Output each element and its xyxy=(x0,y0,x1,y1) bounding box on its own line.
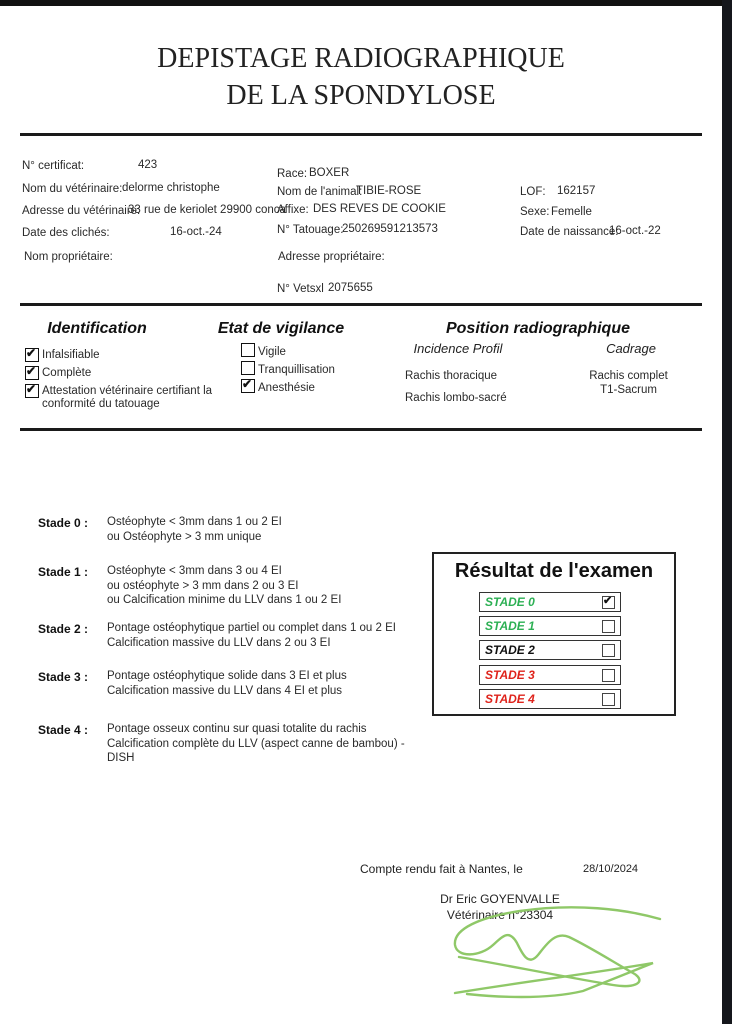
checkbox-tranquillisation[interactable] xyxy=(241,361,255,375)
position-rachis-lombo-sacre: Rachis lombo-sacré xyxy=(405,392,507,404)
checkbox-complete[interactable] xyxy=(25,366,39,380)
stade0-line1: Ostéophyte < 3mm dans 1 ou 2 EI xyxy=(107,516,282,528)
stade3-line2: Calcification massive du LLV dans 4 EI et plus xyxy=(107,684,343,697)
value-tatouage: 250269591213573 xyxy=(342,223,438,235)
result-checkbox-stade0[interactable] xyxy=(602,596,615,609)
divider-info xyxy=(20,303,702,306)
scan-border-right xyxy=(722,0,732,1024)
result-row-stade3 xyxy=(479,665,621,685)
stade2-line1: Pontage ostéophytique partiel ou complet dans 1 ou 2 EI xyxy=(107,622,396,634)
label-vigile: Vigile xyxy=(258,346,286,358)
compte-rendu-text: Compte rendu fait à Nantes, le xyxy=(360,862,523,876)
checkbox-attestation[interactable] xyxy=(25,384,39,398)
stade2-label: Stade 2 : xyxy=(38,622,89,636)
label-anesthesie: Anesthésie xyxy=(258,382,315,394)
label-date-naissance: Date de naissance: xyxy=(520,226,619,238)
stade1-text xyxy=(107,564,341,608)
cadrage-rachis-complet: Rachis complet xyxy=(589,370,668,382)
value-date-naissance: 16-oct.-22 xyxy=(609,225,661,237)
result-label-stade3: STADE 3 xyxy=(485,668,535,682)
value-certificat: 423 xyxy=(138,159,158,171)
heading-cadrage: Cadrage xyxy=(606,341,656,356)
stade1-line3: ou Calcification minime du LLV dans 1 ou 2 EI xyxy=(107,594,342,606)
stade1-line1: Ostéophyte < 3mm dans 3 ou 4 EI xyxy=(107,565,282,577)
signature-stroke-2 xyxy=(455,963,653,997)
label-lof: LOF: xyxy=(520,186,546,198)
result-row-stade4 xyxy=(479,689,621,709)
checkbox-anesthesie[interactable] xyxy=(241,379,255,393)
stade2-text xyxy=(107,621,396,650)
stade3-text xyxy=(107,669,347,698)
position-rachis-thoracique: Rachis thoracique xyxy=(405,370,498,382)
cadrage-t1-sacrum: T1-Sacrum xyxy=(600,384,657,396)
heading-incidence-profil: Incidence Profil xyxy=(413,341,503,356)
label-attestation: Attestation vétérinaire certifiant la conformité du tatouage xyxy=(42,385,213,410)
label-race: Race: xyxy=(277,168,308,180)
result-row-stade0 xyxy=(479,592,621,612)
result-row-stade1 xyxy=(479,616,621,636)
stade0-label: Stade 0 : xyxy=(38,516,89,530)
stade4-line2: Calcification complète du LLV (aspect canne de bambou) - xyxy=(107,737,405,750)
stade4-label: Stade 4 : xyxy=(38,723,89,737)
result-box xyxy=(432,552,676,716)
result-label-stade0: STADE 0 xyxy=(485,595,535,609)
value-nom-animal: TIBIE-ROSE xyxy=(356,185,422,197)
value-affixe: DES REVES DE COOKIE xyxy=(313,203,446,215)
stade3-line1: Pontage ostéophytique solide dans 3 EI et plus xyxy=(107,670,347,682)
heading-position: Position radiographique xyxy=(445,320,630,337)
result-label-stade2: STADE 2 xyxy=(485,643,535,657)
label-adresse-proprietaire: Adresse propriétaire: xyxy=(278,251,385,263)
label-nom-proprietaire: Nom propriétaire: xyxy=(24,251,113,263)
label-nom-animal: Nom de l'animal: xyxy=(277,186,363,198)
result-row-stade2 xyxy=(479,640,621,660)
label-tatouage: N° Tatouage: xyxy=(277,224,344,236)
result-label-stade4: STADE 4 xyxy=(485,692,535,706)
value-sexe: Femelle xyxy=(551,206,592,218)
label-complete: Complète xyxy=(42,367,92,379)
doctor-name: Dr Eric GOYENVALLE xyxy=(440,892,560,906)
label-infalsifiable: Infalsifiable xyxy=(42,349,100,361)
stade2-line2: Calcification massive du LLV dans 2 ou 3 EI xyxy=(107,636,331,649)
signature-stroke-1 xyxy=(455,907,660,986)
result-checkbox-stade4[interactable] xyxy=(602,693,615,706)
page-title-line2: DE LA SPONDYLOSE xyxy=(226,80,496,111)
value-adresse-veterinaire: 33 rue de keriolet 29900 conca xyxy=(128,204,286,216)
result-checkbox-stade3[interactable] xyxy=(602,669,615,682)
result-heading: Résultat de l'examen xyxy=(454,560,654,582)
result-checkbox-stade2[interactable] xyxy=(602,644,615,657)
stade3-label: Stade 3 : xyxy=(38,670,89,684)
value-vetsxl: 2075655 xyxy=(328,282,373,294)
value-date-cliches: 16-oct.-24 xyxy=(170,226,222,238)
result-label-stade1: STADE 1 xyxy=(485,619,535,633)
stade0-line2: ou Ostéophyte > 3 mm unique xyxy=(107,530,262,543)
stade1-line2: ou ostéophyte > 3 mm dans 2 ou 3 EI xyxy=(107,579,299,592)
heading-identification: Identification xyxy=(47,320,147,337)
stade4-line1: Pontage osseux continu sur quasi totalite du rachis xyxy=(107,723,367,735)
checkbox-infalsifiable[interactable] xyxy=(25,348,39,362)
label-certificat: N° certificat: xyxy=(22,160,85,172)
report-date: 28/10/2024 xyxy=(583,863,639,875)
value-veterinaire: delorme christophe xyxy=(122,182,220,194)
heading-vigilance: Etat de vigilance xyxy=(217,320,345,337)
label-tranquillisation: Tranquillisation xyxy=(258,364,335,376)
label-veterinaire: Nom du vétérinaire: xyxy=(22,183,123,195)
stade1-label: Stade 1 : xyxy=(38,565,89,579)
label-vetsxl: N° Vetsxl xyxy=(277,283,324,295)
label-affixe: Affixe: xyxy=(277,204,309,216)
divider-title xyxy=(20,133,702,136)
checkbox-vigile[interactable] xyxy=(241,343,255,357)
scan-border-top xyxy=(0,0,732,6)
divider-sections xyxy=(20,428,702,431)
signature xyxy=(425,905,670,1010)
label-adresse-veterinaire: Adresse du vétérinaire: xyxy=(22,205,141,217)
stade0-text xyxy=(107,515,282,544)
value-lof: 162157 xyxy=(557,185,596,197)
value-race: BOXER xyxy=(309,167,350,179)
result-checkbox-stade1[interactable] xyxy=(602,620,615,633)
label-date-cliches: Date des clichés: xyxy=(22,227,110,239)
page-title-line1: DEPISTAGE RADIOGRAPHIQUE xyxy=(157,43,565,74)
label-sexe: Sexe: xyxy=(520,206,550,218)
stade4-line3: DISH xyxy=(107,752,135,764)
page-title xyxy=(0,40,722,114)
stade4-text xyxy=(107,722,405,766)
vet-number: Vétérinaire n°23304 xyxy=(446,908,554,922)
